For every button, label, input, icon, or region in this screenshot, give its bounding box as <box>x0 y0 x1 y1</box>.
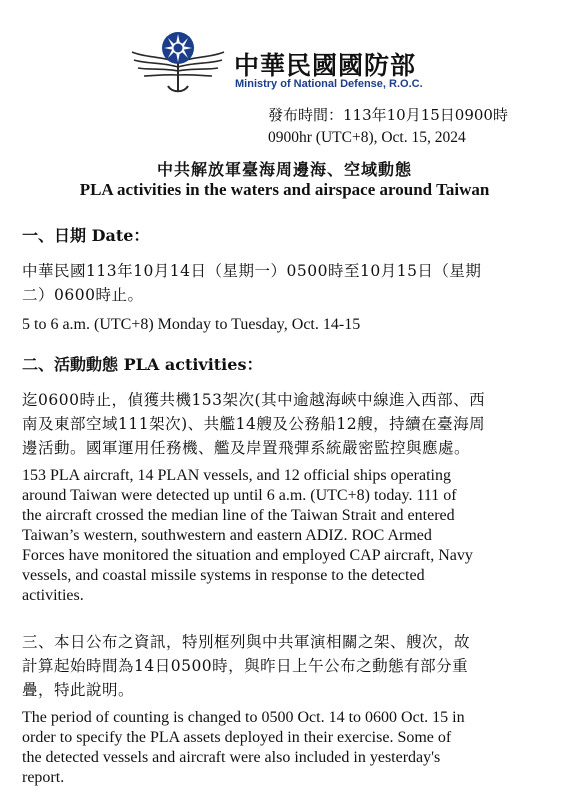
text-line: report. <box>22 769 65 786</box>
text-line: 153 PLA aircraft, 14 PLAN vessels, and 12 official ships operating <box>22 467 451 484</box>
org-name-en: Ministry of National Defense, R.O.C. <box>235 78 423 90</box>
text-line: activities. <box>22 587 84 604</box>
text-line: 計算起始時間為14日0500時，與昨日上午公布之動態有部分重 <box>22 657 469 675</box>
letterhead <box>128 18 458 98</box>
note-en-paragraph <box>22 708 552 788</box>
org-name-zh: 中華民國國防部 <box>234 51 417 80</box>
section-heading-activities: 二、活動動態 PLA activities： <box>22 355 263 374</box>
document-title-zh: 中共解放軍臺海周邊海、空域動態 <box>156 160 412 179</box>
text-line: around Taiwan were detected up until 6 a.m. (UTC+8) today. 111 of <box>22 487 457 504</box>
date-zh-paragraph <box>22 259 552 307</box>
text-line: the aircraft crossed the median line of the Taiwan Strait and entered <box>22 507 455 524</box>
section-heading-date: 一、日期 Date： <box>22 226 150 245</box>
release-time-en: 0900hr (UTC+8), Oct. 15, 2024 <box>268 129 466 146</box>
text-line: 二）0600時止。 <box>22 286 144 304</box>
activities-en-paragraph <box>22 466 552 606</box>
text-line: 三、本日公布之資訊，特別框列與中共軍演相關之架、艘次，故 <box>22 633 471 651</box>
text-line: 迄0600時止，偵獲共機153架次(其中逾越海峽中線進入西部、西 <box>22 391 486 409</box>
text-line: order to specify the PLA assets deployed in their exercise. Some of <box>22 729 452 746</box>
text-line: Taiwan’s western, southwestern and eastern ADIZ. ROC Armed <box>22 527 432 544</box>
text-line: Forces have monitored the situation and employed CAP aircraft, Navy <box>22 547 473 564</box>
text-line: 疊，特此說明。 <box>22 681 135 699</box>
mnd-emblem-icon <box>128 18 228 98</box>
document-title-en: PLA activities in the waters and airspace around Taiwan <box>79 180 490 199</box>
text-line: the detected vessels and aircraft were also included in yesterday's <box>22 749 441 766</box>
text-line: The period of counting is changed to 0500 Oct. 14 to 0600 Oct. 15 in <box>22 709 465 726</box>
text-line: 南及東部空域111架次)、共艦14艘及公務船12艘，持續在臺海周 <box>22 415 486 433</box>
text-line: 中華民國113年10月14日（星期一）0500時至10月15日（星期 <box>22 262 482 280</box>
date-en-paragraph: 5 to 6 a.m. (UTC+8) Monday to Tuesday, Oct. 14-15 <box>22 316 361 333</box>
release-time-zh: 發布時間：113年10月15日0900時 <box>268 106 508 124</box>
text-line: vessels, and coastal missile systems in response to the detected <box>22 567 425 584</box>
text-line: 邊活動。國軍運用任務機、艦及岸置飛彈系統嚴密監控與應處。 <box>22 439 471 457</box>
activities-zh-paragraph <box>22 388 552 460</box>
note-zh-paragraph <box>22 630 552 702</box>
